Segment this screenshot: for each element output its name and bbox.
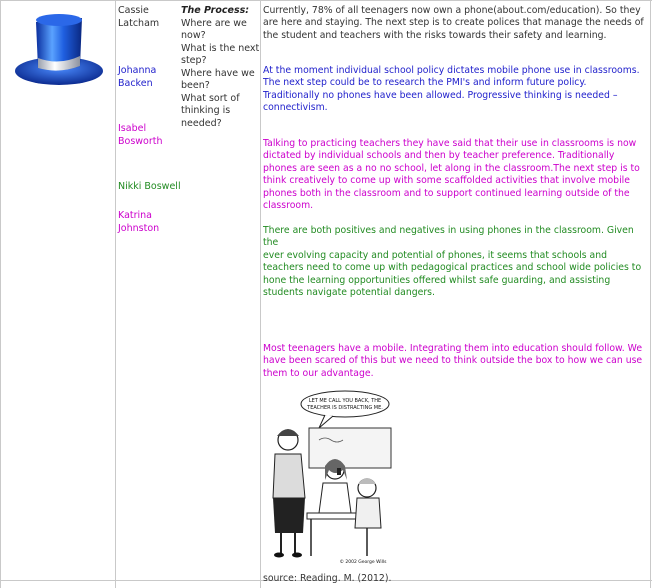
classroom-cartoon-image [263, 388, 393, 566]
katrina-paragraph: Most teenagers have a mobile. Integrating them into education should follow. We have been scared of this but we need to think outside the box to how we can use them to our advantage. [263, 343, 643, 379]
name-isabel-bosworth: Isabel Bosworth [118, 123, 163, 147]
column-divider-1 [115, 0, 116, 588]
blue-top-hat-icon [10, 8, 108, 88]
source-citation: source: Reading. M. (2012). [263, 573, 392, 584]
name-katrina-johnston: Katrina Johnston [118, 210, 160, 234]
table-border-left [0, 0, 1, 588]
process-line: Where have we [181, 67, 255, 79]
process-column [181, 5, 259, 130]
process-line: now? [181, 30, 206, 41]
process-line: thinking is [181, 105, 231, 116]
nikki-paragraph: There are both positives and negatives in using phones in the classroom. Given the ever evolving capacity and potential of phones, it seems that schools and teachers need to come up with pedagogical practices and school wide policies to hone the learning opportunities offered whilst safe guarding, and assisting students navigate potential dangers. [263, 225, 642, 299]
cassie-paragraph: Currently, 78% of all teenagers now own a phone(about.com/education). So they are here and staying. The next step is to create polices that manage the needs of the student and teachers with the risks towards their safety and learning. [263, 5, 644, 41]
process-line: What sort of [181, 92, 240, 104]
johanna-paragraph: At the moment individual school policy dictates mobile phone use in classrooms. The next step could be to research the PMI's and inform future policy. Traditionally no phones have been allowed. Progressive thinking is needed – connectivism. [263, 65, 640, 114]
name-nikki-boswell: Nikki Boswell [118, 181, 181, 192]
process-line: been? [181, 80, 210, 91]
name-johanna-backen: Johanna Backen [118, 65, 157, 89]
name-cassie-latcham: Cassie Latcham [118, 5, 160, 29]
process-line: Where are we [181, 17, 247, 29]
table-border-right [650, 0, 651, 588]
process-line: step? [181, 55, 207, 66]
process-heading: The Process: [181, 5, 250, 16]
cartoon-credit: © 2002 George Wills [339, 560, 387, 565]
speech-bubble-line-1: LET ME CALL YOU BACK, THE [308, 398, 382, 404]
process-line: needed? [181, 117, 222, 129]
speech-bubble-line-2: TEACHER IS DISTRACTING ME. [307, 405, 383, 411]
isabel-paragraph: Talking to practicing teachers they have said that their use in classrooms is now dictated by individual schools and then by teacher preference. Traditionally phones are seen as a no no school, let along in the classroom.The next step is to think creatively to come up with some scaffolded activities that involve mobile phones both in the classroom and to support continued learning outside of the classroom. [263, 138, 640, 212]
process-line: What is the next [181, 42, 260, 54]
table-border-top [0, 0, 652, 1]
column-divider-2 [260, 0, 261, 588]
